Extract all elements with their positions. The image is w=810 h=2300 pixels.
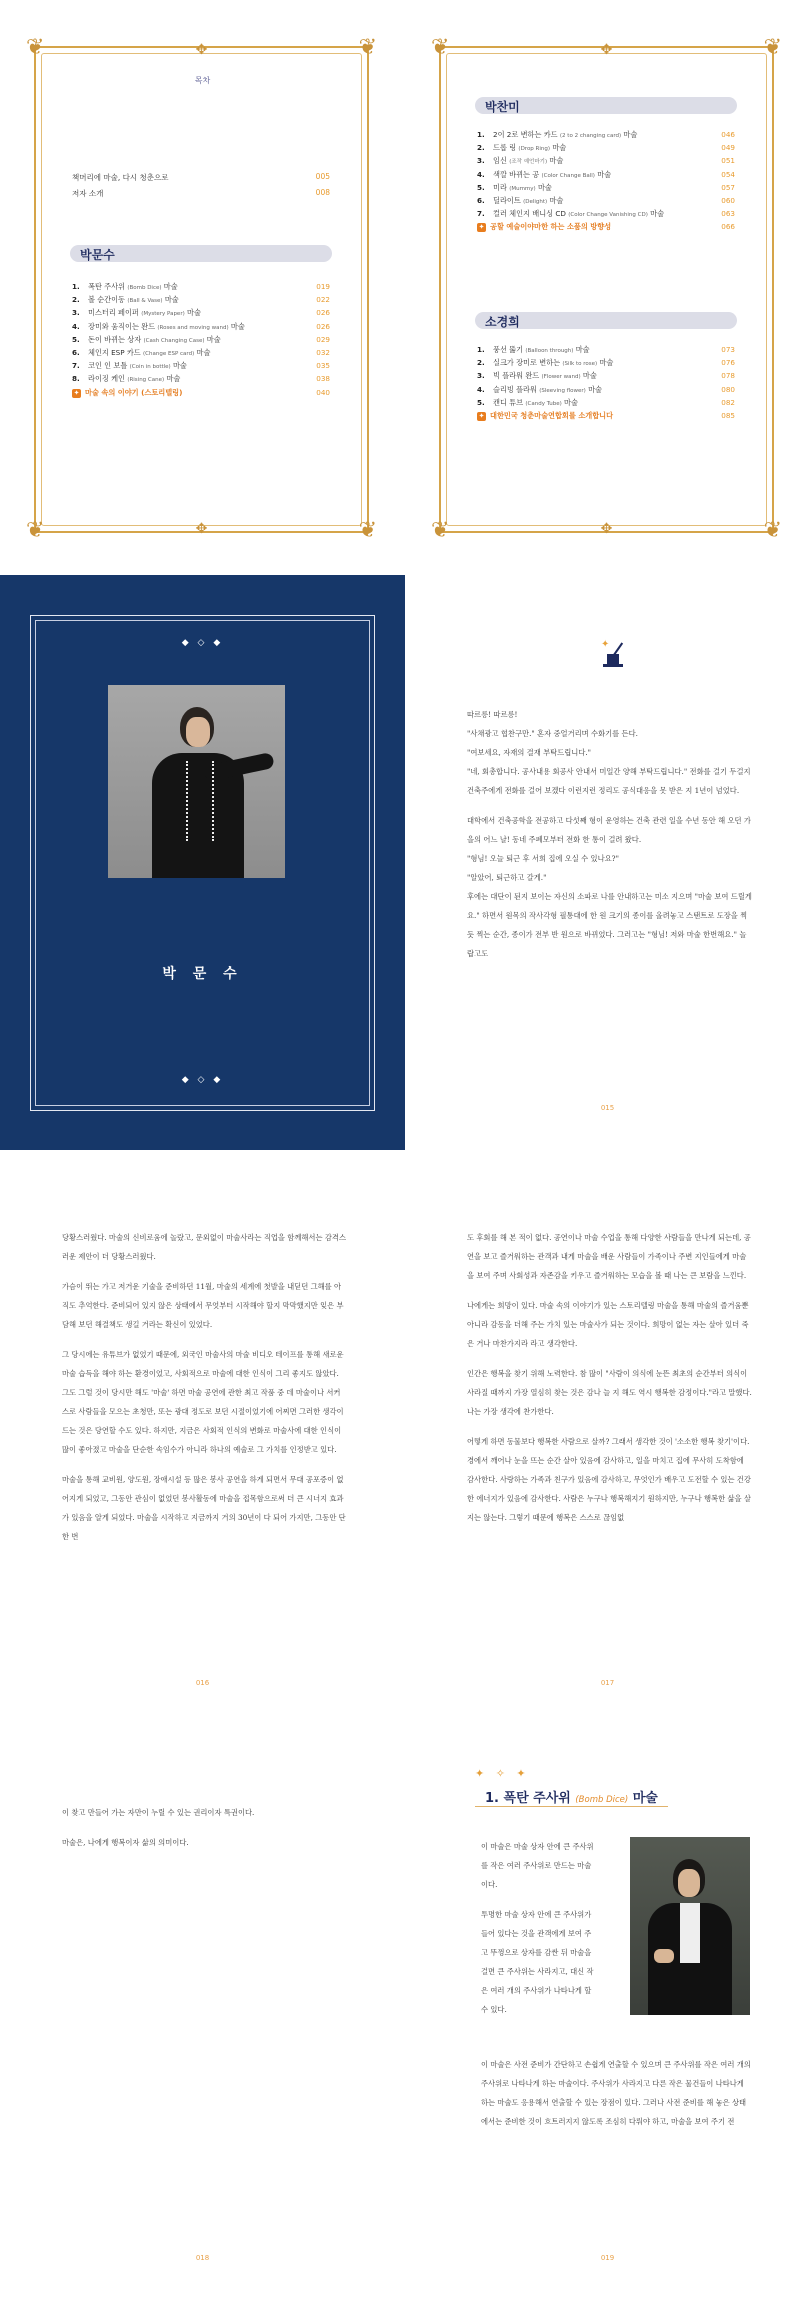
- toc-item[interactable]: 8. 라이징 케인 (Rising Cane) 마술 038: [72, 374, 330, 384]
- corner-ornament-icon: ❦: [431, 35, 450, 60]
- toc-item[interactable]: 2. 실크가 장미로 변하는 (Silk to rose) 마술 076: [477, 358, 735, 368]
- chapter-page-019: [405, 1725, 810, 2300]
- toc-list: [477, 343, 735, 422]
- page-number: 017: [600, 1679, 615, 1687]
- body-text: 이 찾고 만들어 가는 자만이 누릴 수 있는 권리이자 특권이다. 마술은, 나에게 행복이자 삶의 의미이다.: [62, 1808, 255, 1847]
- toc-preface-label: 저자 소개: [72, 189, 104, 198]
- toc-preface-label: 책머리에 마술, 다시 청춘으로: [72, 173, 169, 182]
- toc-item[interactable]: 1. 폭탄 주사위 (Bomb Dice) 마술 019: [72, 282, 330, 291]
- toc-item[interactable]: 1. 풍선 뚫기 (Balloon through) 마술 073: [477, 345, 735, 354]
- toc-item[interactable]: 5. 캔디 튜브 (Candy Tube) 마술 082: [477, 397, 735, 407]
- toc-item[interactable]: 4. 장미와 움직이는 완드 (Roses and moving wand) 마술 026: [72, 321, 330, 331]
- toc-section-header: [70, 245, 332, 262]
- magic-wand-icon: ✦: [601, 639, 627, 671]
- ornament-icon: ✥: [195, 521, 208, 537]
- toc-item[interactable]: 2. 볼 순간이동 (Ball & Vase) 마술 022: [72, 295, 330, 305]
- toc-bonus-item[interactable]: ✦ 공할 예술이야마한 하는 소품의 방향성 066: [478, 222, 735, 232]
- toc-item[interactable]: 3. 임신 (조작 예언마기) 마술 051: [477, 156, 735, 166]
- toc-preface-row[interactable]: [72, 172, 330, 183]
- toc-preface-row[interactable]: [72, 188, 330, 199]
- section-title: 소경희: [485, 315, 520, 329]
- page-number: 015: [600, 1104, 615, 1112]
- toc-page-number: 005: [315, 172, 330, 181]
- text-page-016: [0, 1150, 405, 1725]
- toc-item[interactable]: 5. 돈이 바뀌는 상자 (Cash Changing Case) 마술 029: [72, 334, 330, 344]
- ornament-icon: ✥: [195, 42, 208, 58]
- corner-ornament-icon: ❦: [763, 35, 782, 60]
- text-page-017: [405, 1150, 810, 1725]
- corner-ornament-icon: ❦: [763, 518, 782, 543]
- toc-item[interactable]: 5. 미라 (Mummy) 마술 057: [477, 182, 735, 192]
- body-text: 따르릉! 따르릉! "사채광고 협찬구만." 혼자 중얼거리며 수화기를 든다. "여보세요, 자재의 결재 부탁드립니다." "네, 회총합니다. 공사내용 회공사 안내서 미일간 양해 부탁드립니다." 전화를 걸기 두걸지 건축주에게 전화를 걸어 보겠다 이런지런 정리도 공식대응을 못 받은 지 1년이 넘었다. 대학에서 건축공학을 전공하고 다섯째 형이 운영하는 건축 관련 일을 수년 동안 해 오던 가을의 어느 날! 동네 주폐모부터 전화 한 통이 걸려 왔다. "형님! 오늘 퇴근 후 서희 집에 오실 수 있나요?" "알았어, 퇴근하고 갈게." 후에는 대단이 된지 보이는 자신의 소파로 나를 안내하고는 미소 지으며 "마술 보여 드릴게요." 하면서 원목의 작사각형 필통대에 한 원 크기의 종이를 올려놓고 스탠트로 도장을 찍듯 찍는 순간, 종이가 전부 반 원으로 바뀌었다. 그러고는 "형님! 저와 마술 한번해요." 놀랍고도: [467, 710, 752, 958]
- toc-bonus-item[interactable]: ✦ 대한민국 청춘마술연합회를 소개합니다 085: [478, 410, 735, 420]
- text-page-015: [405, 575, 810, 1150]
- section-title: 박문수: [80, 248, 115, 262]
- text-page-018: [0, 1725, 405, 2300]
- ornament-icon: ✥: [600, 42, 613, 58]
- toc-item[interactable]: 3. 미스터리 페이퍼 (Mystery Paper) 마술 026: [72, 308, 330, 318]
- gift-icon: ✦: [73, 388, 80, 397]
- toc-item[interactable]: 6. 체인지 ESP 카드 (Change ESP card) 마술 032: [72, 347, 330, 357]
- toc-bonus-item[interactable]: ✦ 마술 속의 이야기 (스토리텔링) 040: [73, 387, 330, 397]
- ornament-icon: ◆ ◇ ◆: [181, 638, 224, 648]
- section-title: 박찬미: [485, 100, 520, 114]
- toc-section-header: [475, 312, 737, 329]
- page-number: 019: [600, 2254, 615, 2262]
- toc-item[interactable]: 7. 코인 인 보틀 (Coin in bottle) 마술 035: [72, 361, 330, 371]
- toc-item[interactable]: 2. 드롭 링 (Drop Ring) 마술 049: [477, 143, 735, 153]
- corner-ornament-icon: ❦: [26, 35, 45, 60]
- body-text: 당황스러웠다. 마술의 신비로움에 놀랐고, 문외없이 마술사라는 직업을 함께해서는 감격스러운 제안이 더 당황스러웠다. 가슴이 뛰는 가고 저거운 기술을 준비하던 11월, 마술의 세계에 첫발을 내딛던 그해를 아직도 추억한다. 준비되어 있지 않은 상태에서 무엇부터 시작해야 할지 막막했지만 잊은 부담해 보던 해결책도 생길 거라는 확신이 있었다. 그 당시에는 유튜브가 없었기 때문에, 외국인 마술사의 마술 비디오 테이프를 통해 새로운 마술 습득을 해야 하는 환경이었고, 사회적으로 마술에 대한 인식이 그리 좋지도 않았다. 그도 그럴 것이 당시만 해도 '마술' 하면 마술 공연에 관한 최고 작품 중 데 마술이나 서커스로 사람들을 모으는 초청만, 또는 광대 정도로 보던 시절이었기에 어찌면 그러한 생각이 드는 것은 당연할 수도 있다. 하지만, 지금은 사회적 인식의 변화로 마술사에 대한 인식이 많이 좋아졌고 마술을 단순한 속임수가 아니라 하나의 예술로 그 가치를 인정받고 있다. 마술을 통해 교비원, 양도원, 장애시설 등 많은 봉사 공연을 하게 되면서 무대 공포증이 없어지게 되었고, 그동안 관심이 없었던 봉사활동에 마술을 접목함으로써 더 큰 시너지 효과가 있음을 알게 되었다. 마술을 시작하고 지금까지 거의 30년이 다 되어 가지만, 그동안 단 한 번: [62, 1233, 346, 1541]
- gift-icon: ✦: [478, 223, 485, 232]
- gift-icon: ✦: [478, 411, 485, 420]
- intro-text: 이 마술은 마술 상자 안에 큰 주사위를 작은 여러 주사위로 만드는 마술이다. 투명한 마술 상자 안에 큰 주사위가 들어 있다는 것을 관객에게 보여 주고 뚜껑으로 상자를 감싼 뒤 마술을 걸면 큰 주사위는 사라지고, 대신 작은 여러 개의 주사위가 나타나게 할 수 있다.: [481, 1842, 594, 2014]
- corner-ornament-icon: ❦: [358, 518, 377, 543]
- toc-list: [477, 128, 735, 234]
- sparkle-icon: ✦ ✧ ✦: [475, 1767, 530, 1780]
- toc-page-number: 008: [315, 188, 330, 197]
- author-divider-page: [0, 575, 405, 1150]
- toc-item[interactable]: 4. 슬리빙 플라워 (Sleeving flower) 마술 080: [477, 384, 735, 394]
- magician-photo: [630, 1837, 750, 2015]
- author-photo: [108, 685, 285, 878]
- toc-title: 목차: [194, 76, 211, 85]
- body-text: 이 마술은 사전 준비가 간단하고 손쉽게 연출할 수 있으며 큰 주사위를 작은 여러 개의 주사위로 나타나게 하는 마술이다. 주사위가 사라지고 다른 작은 물건들이 나타나게 하는 마술도 응용해서 연출할 수 있는 장점이 있다. 그러나 사전 준비를 해 놓은 상태에서는 준비한 것이 흐트러지지 않도록 조심히 다뤄야 하고, 마술을 보여 주기 전: [481, 2060, 751, 2126]
- ornament-icon: ◆ ◇ ◆: [181, 1075, 224, 1085]
- toc-item[interactable]: 4. 색깔 바뀌는 공 (Color Change Ball) 마술 054: [477, 169, 735, 179]
- toc-item[interactable]: 3. 빅 플라워 완드 (Flower wand) 마술 078: [477, 371, 735, 381]
- toc-page-left: [0, 0, 405, 575]
- toc-list: [72, 280, 330, 399]
- ornament-icon: ✥: [600, 521, 613, 537]
- toc-item[interactable]: 1. 2이 2로 변하는 카드 (2 to 2 changing card) 마술 046: [477, 130, 735, 139]
- body-text: 도 후회를 해 본 적이 없다. 공연이나 마술 수업을 통해 다양한 사람들을 만나게 되는데, 공연을 보고 즐거워하는 관객과 내게 마술을 배운 사람들이 가족이나 주변 지인들에게 마술을 보여 주며 사회성과 자존감을 키우고 즐거워하는 모습을 볼 때 나는 큰 보람을 느낀다. 나에게는 희망이 있다. 마술 속의 이야기가 있는 스토리텔링 마술을 통해 마술의 즐거움뿐 아니라 감동을 더해 주는 가치 있는 마술사가 되는 것이다. 희망이 없는 자는 살아 있더 죽은 거나 마찬가지라 라고 생각한다. 인간은 행복을 찾기 위해 노력한다. 참 많이 "사람이 의식에 눈뜬 최초의 순간부터 의식이 사라질 때까지 가장 열심히 찾는 것은 감나 늘 지 해도 역시 행복한 감정이다."라고 말했다. 나는 가장 생각에 찬가한다. 어떻게 하면 동물보다 행복한 사람으로 살까? 그래서 생각한 것이 '소소한 행복 찾기'이다. 경에서 깨어나 눈을 뜨는 순간 살아 있음에 감사하고, 일을 마치고 집에 무사히 도착함에 감사한다. 사랑하는 가족과 친구가 있음에 감사하고, 무엇인가 배우고 도전할 수 있는 건강한 에너지가 있음에 감사한다. 사람은 누구나 행복해지기 원하지만, 누구나 행복한 삶을 살지는 않는다. 그렇기 때문에 행복은 스스로 끊임없: [467, 1233, 752, 1522]
- author-name: 박 문 수: [162, 966, 243, 982]
- toc-section-header: [475, 97, 737, 114]
- corner-ornament-icon: ❦: [26, 518, 45, 543]
- toc-item[interactable]: 7. 컬러 체인지 배니싱 CD (Color Change Vanishing CD) 마술 063: [477, 209, 735, 219]
- toc-page-right: [405, 0, 810, 575]
- page-number: 018: [195, 2254, 210, 2262]
- page-number: 016: [195, 1679, 210, 1687]
- chapter-title: 1. 폭탄 주사위 (Bomb Dice) 마술: [485, 1787, 658, 1806]
- ornate-frame: [431, 35, 782, 543]
- corner-ornament-icon: ❦: [358, 35, 377, 60]
- toc-item[interactable]: 6. 딜라이트 (Delight) 마술 060: [477, 195, 735, 205]
- corner-ornament-icon: ❦: [431, 518, 450, 543]
